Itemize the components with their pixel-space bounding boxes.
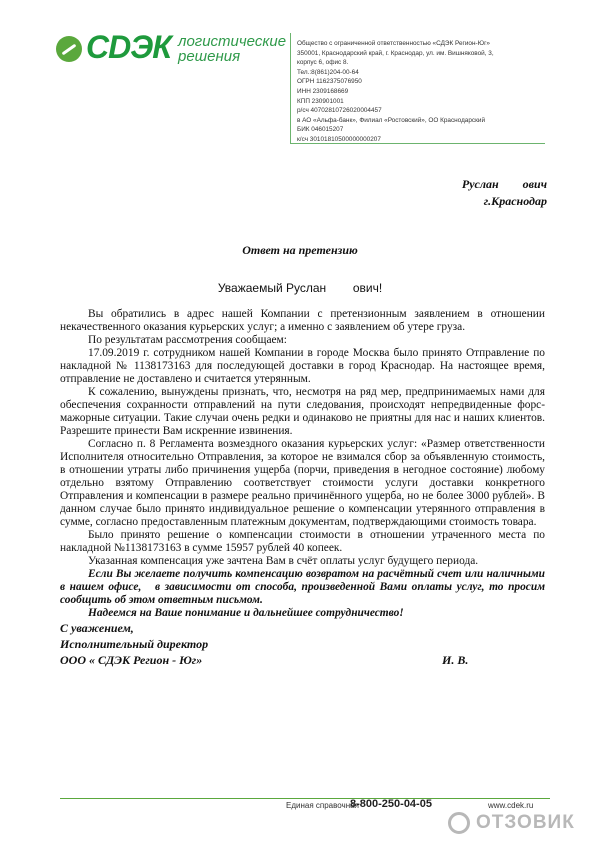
addressee-name: Руслан ович xyxy=(461,177,547,191)
logo-subtitle xyxy=(178,34,286,64)
logo-text: СDЭК xyxy=(86,29,171,65)
company-line: КПП 230901001 xyxy=(297,97,344,105)
paragraph: Согласно п. 8 Регламента возмездного оказания курьерских услуг: «Размер ответственности Исполнителя относительно Отправления, за которое не взимался сбор за объявленную стоимость, в отношении утраты либо причинения ущерба (порчи, приведения в негодное состояние) любому отдельно взятому Отправлению соответствует стоимости услуги доставки конкретного Отправления и компенсации в размере реально причинённого ущерба, но не более 3000 рублей». В данном случае было принято индивидуальное решение о компенсации утерянного отправления в сумме, согласно предоставленным платежным документам, подтверждающими стоимость товара. xyxy=(60,438,545,528)
signature-position: Исполнительный директор xyxy=(60,637,209,651)
otzovik-watermark: ОТЗОВИК xyxy=(476,812,575,833)
company-block-border-left xyxy=(290,33,291,143)
paragraph: К сожалению, вынуждены признать, что, несмотря на ряд мер, предпринимаемых нами для обеспечения сохранности отправлений на пути следования, происходят непредвиденные форс-мажорные ситуации. Такие случаи очень редки и одинаково не приятны для нас и наших клиентов. Разрешите принести Вам искренние извинения. xyxy=(60,386,545,437)
otzovik-watermark-icon xyxy=(448,812,470,834)
greeting: Уважаемый Руслан ович! xyxy=(217,281,383,295)
company-line: Общество с ограниченной ответственностью «СДЭК Регион-Юг» xyxy=(297,40,490,47)
company-line: р/сч 40702810726020004457 xyxy=(297,107,382,115)
company-line: БИК 046015207 xyxy=(297,126,344,134)
paragraph: По результатам рассмотрения сообщаем: xyxy=(88,334,287,346)
company-line: 350001, Краснодарский край, г. Краснодар, ул. им. Вишняковой, 3, xyxy=(297,49,494,57)
signature-closing: С уважением, xyxy=(60,621,134,635)
company-line: к/сч 30101810500000000207 xyxy=(297,135,381,143)
paragraph: Указанная компенсация уже зачтена Вам в счёт оплаты услуг будущего периода. xyxy=(88,555,479,567)
company-line: Тел.:8(861)204-00-64 xyxy=(297,68,359,76)
company-line: ОГРН 1162375076950 xyxy=(297,78,362,86)
company-details xyxy=(297,39,552,145)
footer-divider xyxy=(60,798,550,799)
paragraph: Вы обратились в адрес нашей Компании с претензионным заявлением в отношении некачественного оказания курьерских услуг; а именно с заявлением об утере груза. xyxy=(60,308,545,333)
logo-subtitle-line-1: логистические xyxy=(178,33,287,50)
footer-phone-label: Единая справочная xyxy=(286,801,359,810)
company-line: ИНН 2309168669 xyxy=(297,87,349,95)
letter-body xyxy=(60,308,548,620)
signature-company: ООО « СДЭК Регион - Юг» xyxy=(60,653,203,667)
paragraph-emphasis: Если Вы желаете получить компенсацию возвратом на расчётный счет или наличными в нашем офисе, в зависимости от способа, произведенной Вами оплаты услуг, то просим сообщить об этом ответным письмом. xyxy=(60,568,548,606)
footer-phone: 8-800-250-04-05 xyxy=(350,798,432,810)
logo-subtitle-line-2: решения xyxy=(178,48,241,65)
cdek-logo-icon xyxy=(56,36,82,62)
footer-site: www.cdek.ru xyxy=(488,801,534,810)
paragraph: 17.09.2019 г. сотрудником нашей Компании в городе Москва было принято Отправление по накладной № 1138173163 для последующей доставки в город Краснодар. На настоящее время, отправление не доставлено и считается утерянным. xyxy=(60,347,545,385)
letter-title: Ответ на претензию xyxy=(242,243,358,257)
paragraph: Было принято решение о компенсации стоимости в отношении утраченного места по накладной №1138173163 в сумме 15957 рублей 40 копеек. xyxy=(60,529,545,554)
company-line: корпус 6, офис 8. xyxy=(297,59,349,67)
company-line: в АО «Альфа-банк», Филиал «Ростовский», ОО Краснодарский xyxy=(297,116,486,124)
signature-initials: И. В. xyxy=(442,653,469,667)
paragraph-emphasis: Надеемся на Ваше понимание и дальнейшее сотрудничество! xyxy=(88,607,404,619)
addressee xyxy=(437,176,547,210)
addressee-city: г.Краснодар xyxy=(483,194,547,208)
